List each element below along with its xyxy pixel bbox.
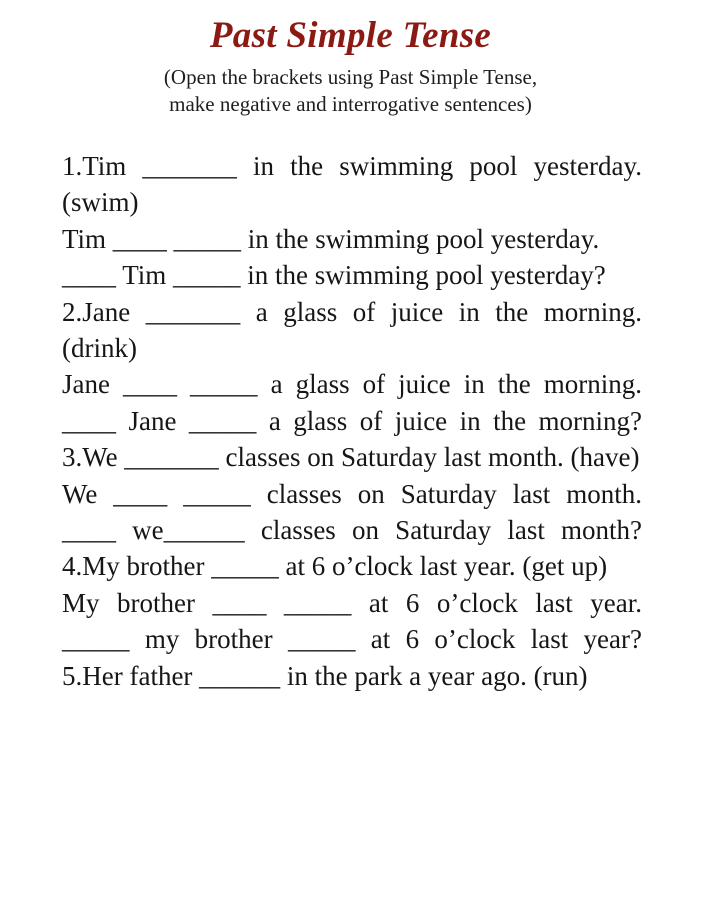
- exercise-3-statement: 3.We _______ classes on Saturday last month. (have): [62, 442, 640, 473]
- instructions: [0, 64, 701, 118]
- exercise-2-negative: Jane ____ _____ a glass of juice in the morning.: [62, 369, 642, 400]
- exercise-5-statement: 5.Her father ______ in the park a year ago. (run): [62, 660, 588, 691]
- exercise-3-negative: We ____ _____ classes on Saturday last month.: [62, 478, 642, 509]
- exercise-4-statement: 4.My brother _____ at 6 o’clock last year. (get up): [62, 551, 608, 582]
- exercise-2-question: ____ Jane _____ a glass of juice in the morning?: [62, 405, 642, 436]
- instructions-line-2: make negative and interrogative sentences): [169, 92, 532, 116]
- exercise-2-statement: 2.Jane _______ a glass of juice in the morning. (drink): [62, 296, 642, 364]
- exercise-1-negative: Tim ____ _____ in the swimming pool yesterday.: [62, 223, 600, 254]
- exercise-3-question: ____ we______ classes on Saturday last month?: [62, 515, 642, 546]
- instructions-line-1: (Open the brackets using Past Simple Tense,: [163, 65, 538, 89]
- exercise-1-statement: 1.Tim _______ in the swimming pool yesterday. (swim): [62, 151, 642, 218]
- exercise-4-negative: My brother ____ _____ at 6 o’clock last year.: [62, 587, 642, 618]
- exercise-list: [62, 148, 642, 694]
- exercise-1-question: ____ Tim _____ in the swimming pool yesterday?: [62, 260, 606, 291]
- worksheet-title: Past Simple Tense: [209, 15, 492, 56]
- exercise-4-question: _____ my brother _____ at 6 o’clock last year?: [62, 624, 642, 655]
